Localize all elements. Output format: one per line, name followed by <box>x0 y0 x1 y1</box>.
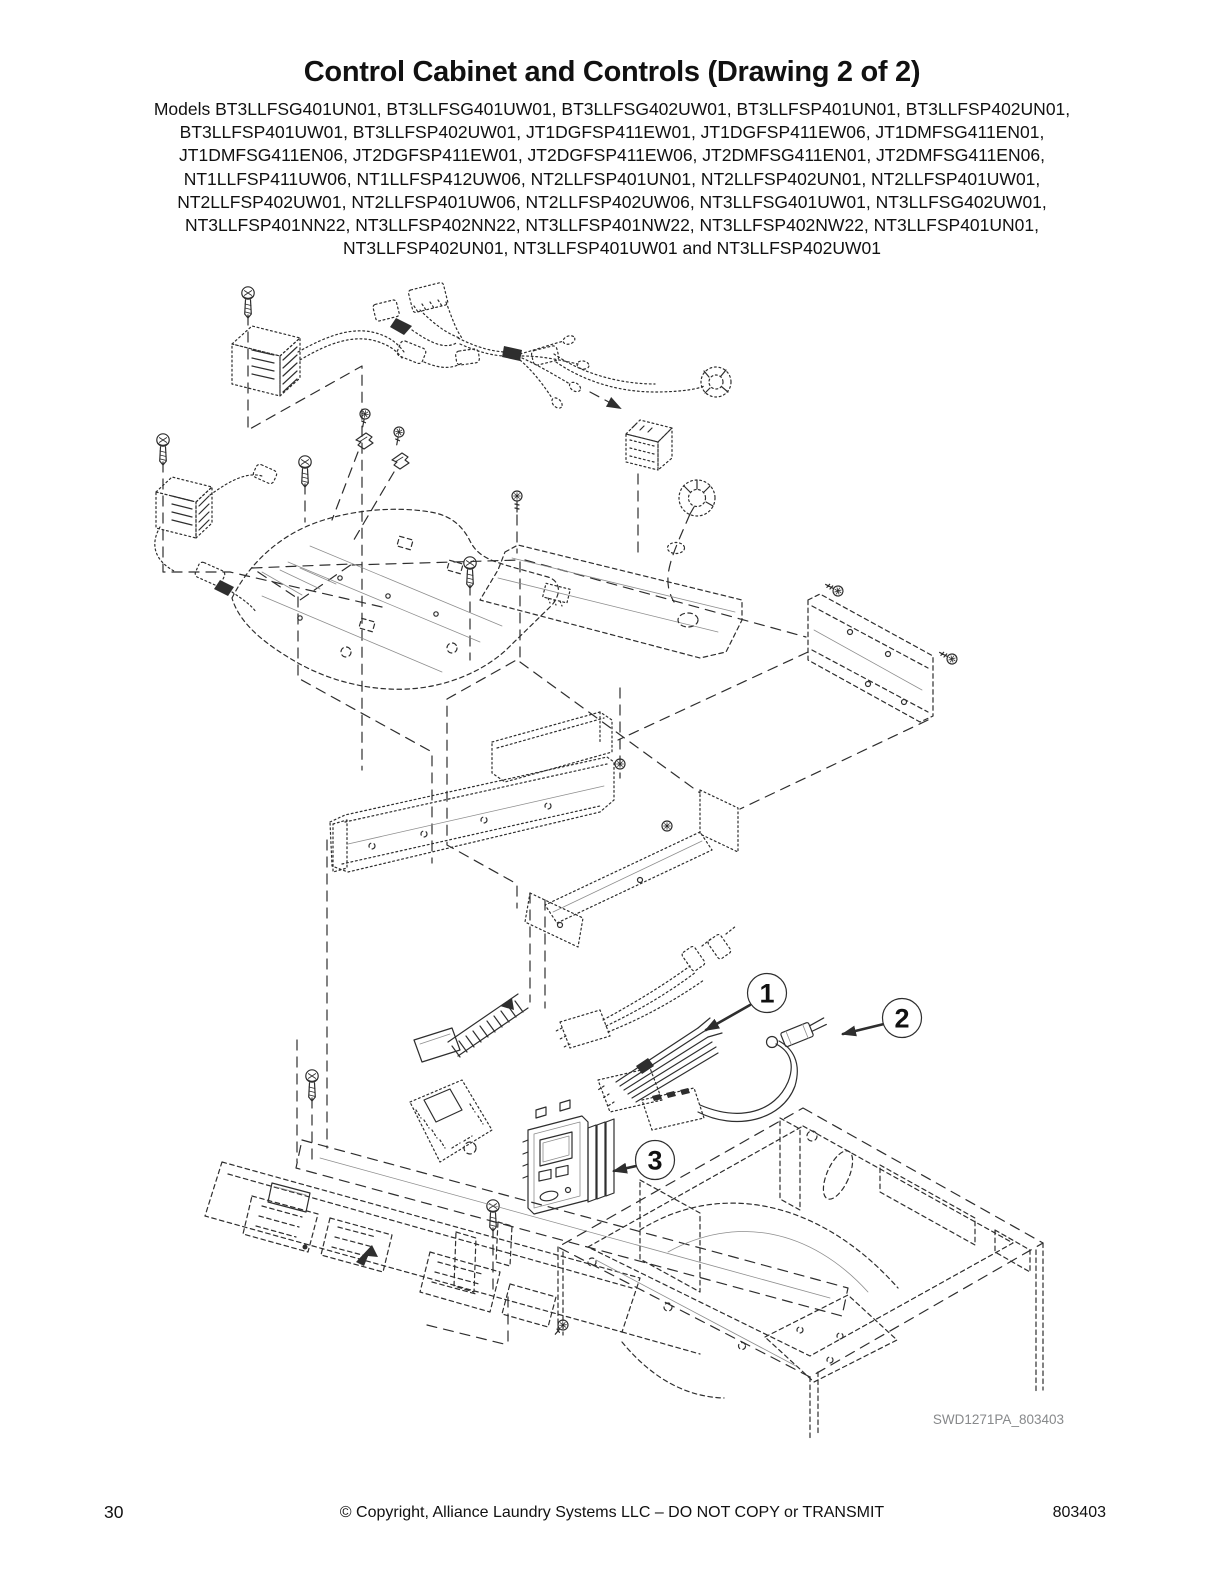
screws <box>157 287 570 1338</box>
figure-id-watermark: SWD1271PA_803403 <box>932 1412 1064 1427</box>
mounting-panel <box>232 509 558 689</box>
cabinet-base <box>558 1108 1043 1438</box>
rail-left <box>330 757 614 872</box>
rail-right <box>525 790 738 947</box>
callout-2 <box>843 999 922 1038</box>
callout-1-number: 1 <box>759 978 775 1009</box>
ribbon-cable <box>414 994 528 1062</box>
callout-2-number: 2 <box>894 1003 910 1034</box>
document-number: 803403 <box>1052 1504 1106 1521</box>
timer-control-item3 <box>523 1100 614 1214</box>
console-brace <box>480 545 742 658</box>
model-list-line: NT1LLFSP411UW06, NT1LLFSP412UW06, NT2LLFSP401UN01, NT2LLFSP402UN01, NT2LLFSP401UW01, <box>183 168 1041 189</box>
model-list-line: NT2LLFSP402UW01, NT2LLFSP401UW06, NT2LLFSP402UW06, NT3LLFSG401UW01, NT3LLFSG402UW01, <box>177 191 1047 212</box>
circuit-board <box>410 1080 492 1162</box>
page-title: Control Cabinet and Controls (Drawing 2 of 2) <box>303 56 921 88</box>
callout-1 <box>706 974 787 1031</box>
callout-3-number: 3 <box>647 1145 663 1176</box>
bracket-right <box>808 580 959 722</box>
bracket-center <box>492 712 625 782</box>
cable-clips <box>356 408 409 469</box>
cable-assembly-top <box>531 345 731 397</box>
model-list-line: NT3LLFSP402UN01, NT3LLFSP401UW01 and NT3LLFSP402UW01 <box>343 238 881 259</box>
model-list-line: NT3LLFSP401NN22, NT3LLFSP402NN22, NT3LLFSP401NW22, NT3LLFSP402NW22, NT3LLFSP401UN01, <box>184 215 1039 236</box>
callout-3 <box>614 1141 675 1180</box>
model-list-line: JT1DMFSG411EN06, JT2DGFSP411EW01, JT2DGFSP411EW06, JT2DMFSG411EN01, JT2DMFSG411EN06, <box>179 145 1045 166</box>
transformer-left <box>155 463 278 612</box>
control-panel-assembly <box>205 1140 848 1354</box>
wire-harness-top <box>372 282 672 470</box>
alignment-lines <box>163 315 928 1345</box>
model-list-line: BT3LLFSP401UW01, BT3LLFSP402UW01, JT1DGFSP411EW01, JT1DGFSP411EW06, JT1DMFSG411EN01, <box>179 122 1045 143</box>
thermistor-cable-item2 <box>642 1016 829 1130</box>
copyright-line: © Copyright, Alliance Laundry Systems LLC – DO NOT COPY or TRANSMIT <box>339 1504 885 1521</box>
transformer-top <box>232 326 480 396</box>
page-number: 30 <box>104 1502 124 1522</box>
model-list-line: Models BT3LLFSG401UN01, BT3LLFSG401UW01, BT3LLFSG402UW01, BT3LLFSP401UN01, BT3LLFSP402UN01, <box>153 99 1071 119</box>
